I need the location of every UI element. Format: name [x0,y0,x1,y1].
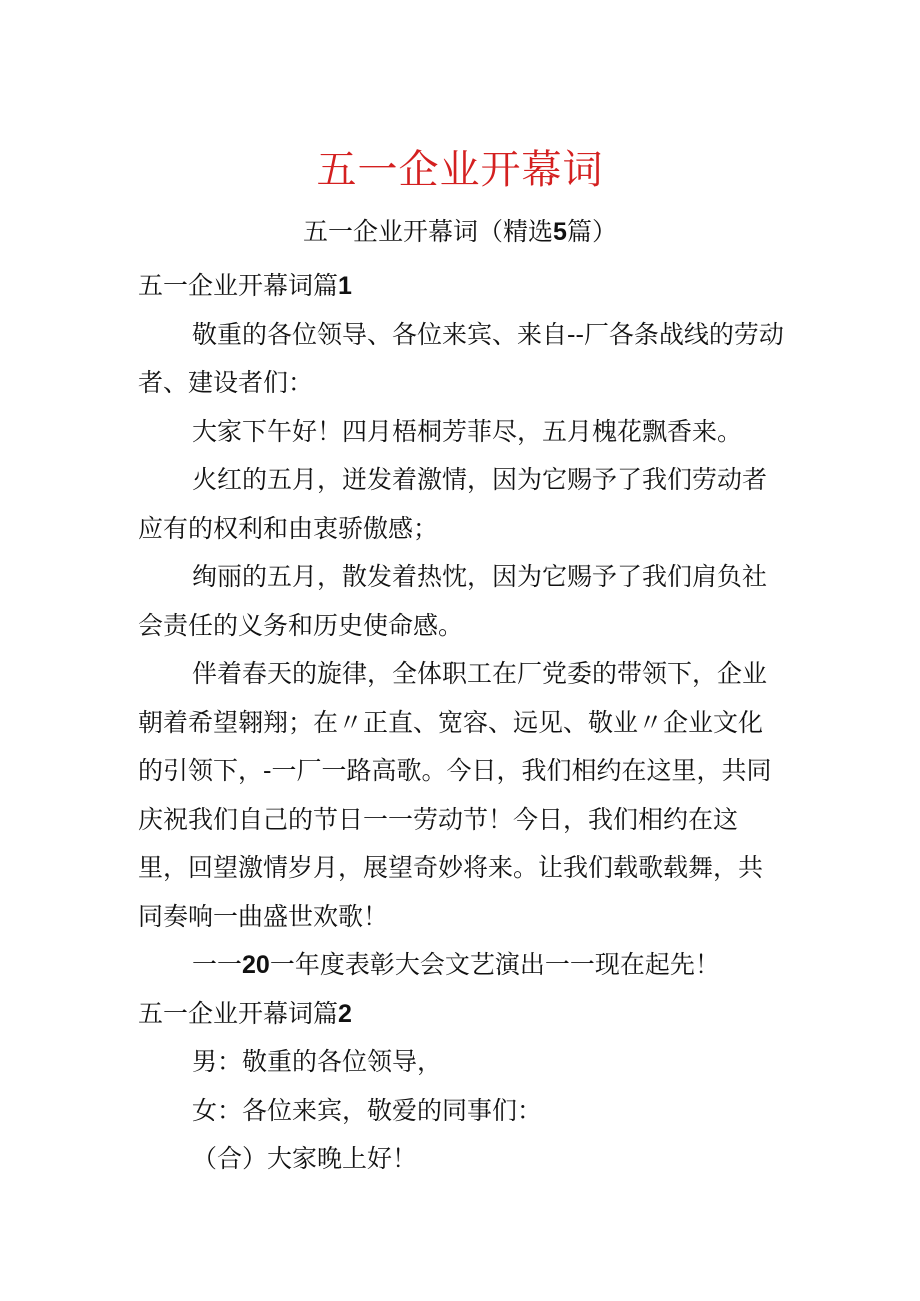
paragraph: 女：各位来宾，敬爱的同事们： [192,1095,543,1125]
paragraph-prefix: 一一 [192,950,243,979]
paragraph: 绚丽的五月，散发着热忱，因为它赐予了我们肩负社会责任的义务和历史使命感。 [138,562,768,640]
paragraph: 敬重的各位领导、各位来宾、来自--厂各条战线的劳动者、建设者们： [138,319,784,397]
section-heading-number: 2 [338,999,352,1028]
document-body [138,262,786,1184]
paragraph: 火红的五月，迸发着激情，因为它赐予了我们劳动者应有的权利和由衷骄傲感； [138,465,768,543]
section-heading-number: 1 [338,272,352,300]
paragraph: 大家下午好！四月梧桐芳菲尽，五月槐花飘香来。 [192,416,743,446]
paragraph: （合）大家晚上好！ [192,1144,418,1173]
paragraph: 男：敬重的各位领导， [192,1047,443,1076]
paragraph: 伴着春天的旋律，全体职工在厂党委的带领下，企业朝着希望翱翔；在〃正直、宽容、远见、敬业〃企业文化的引领下，-一厂一路高歌。今日，我们相约在这里，共同庆祝我们自己的节日一一劳动节！今日，我们相约在这里，回望激情岁月，展望奇妙将来。让我们载歌载舞，共同奏响一曲盛世欢歌！ [138,659,772,931]
paragraph [138,941,786,990]
subtitle-suffix: 篇） [566,217,617,246]
section-heading-1 [138,262,786,311]
subtitle-number: 5 [553,218,567,246]
document-subtitle [0,214,920,250]
document-title: 五一企业开幕词 [316,147,604,193]
year-number: 20 [242,951,270,979]
subtitle-prefix: 五一企业开幕词（精选 [303,217,554,246]
section-heading-2 [138,990,786,1039]
paragraph-suffix: 一年度表彰大会文艺演出一一现在起先！ [269,950,720,979]
section-heading-text: 五一企业开幕词篇 [138,271,339,300]
section-heading-text: 五一企业开幕词篇 [138,998,339,1028]
